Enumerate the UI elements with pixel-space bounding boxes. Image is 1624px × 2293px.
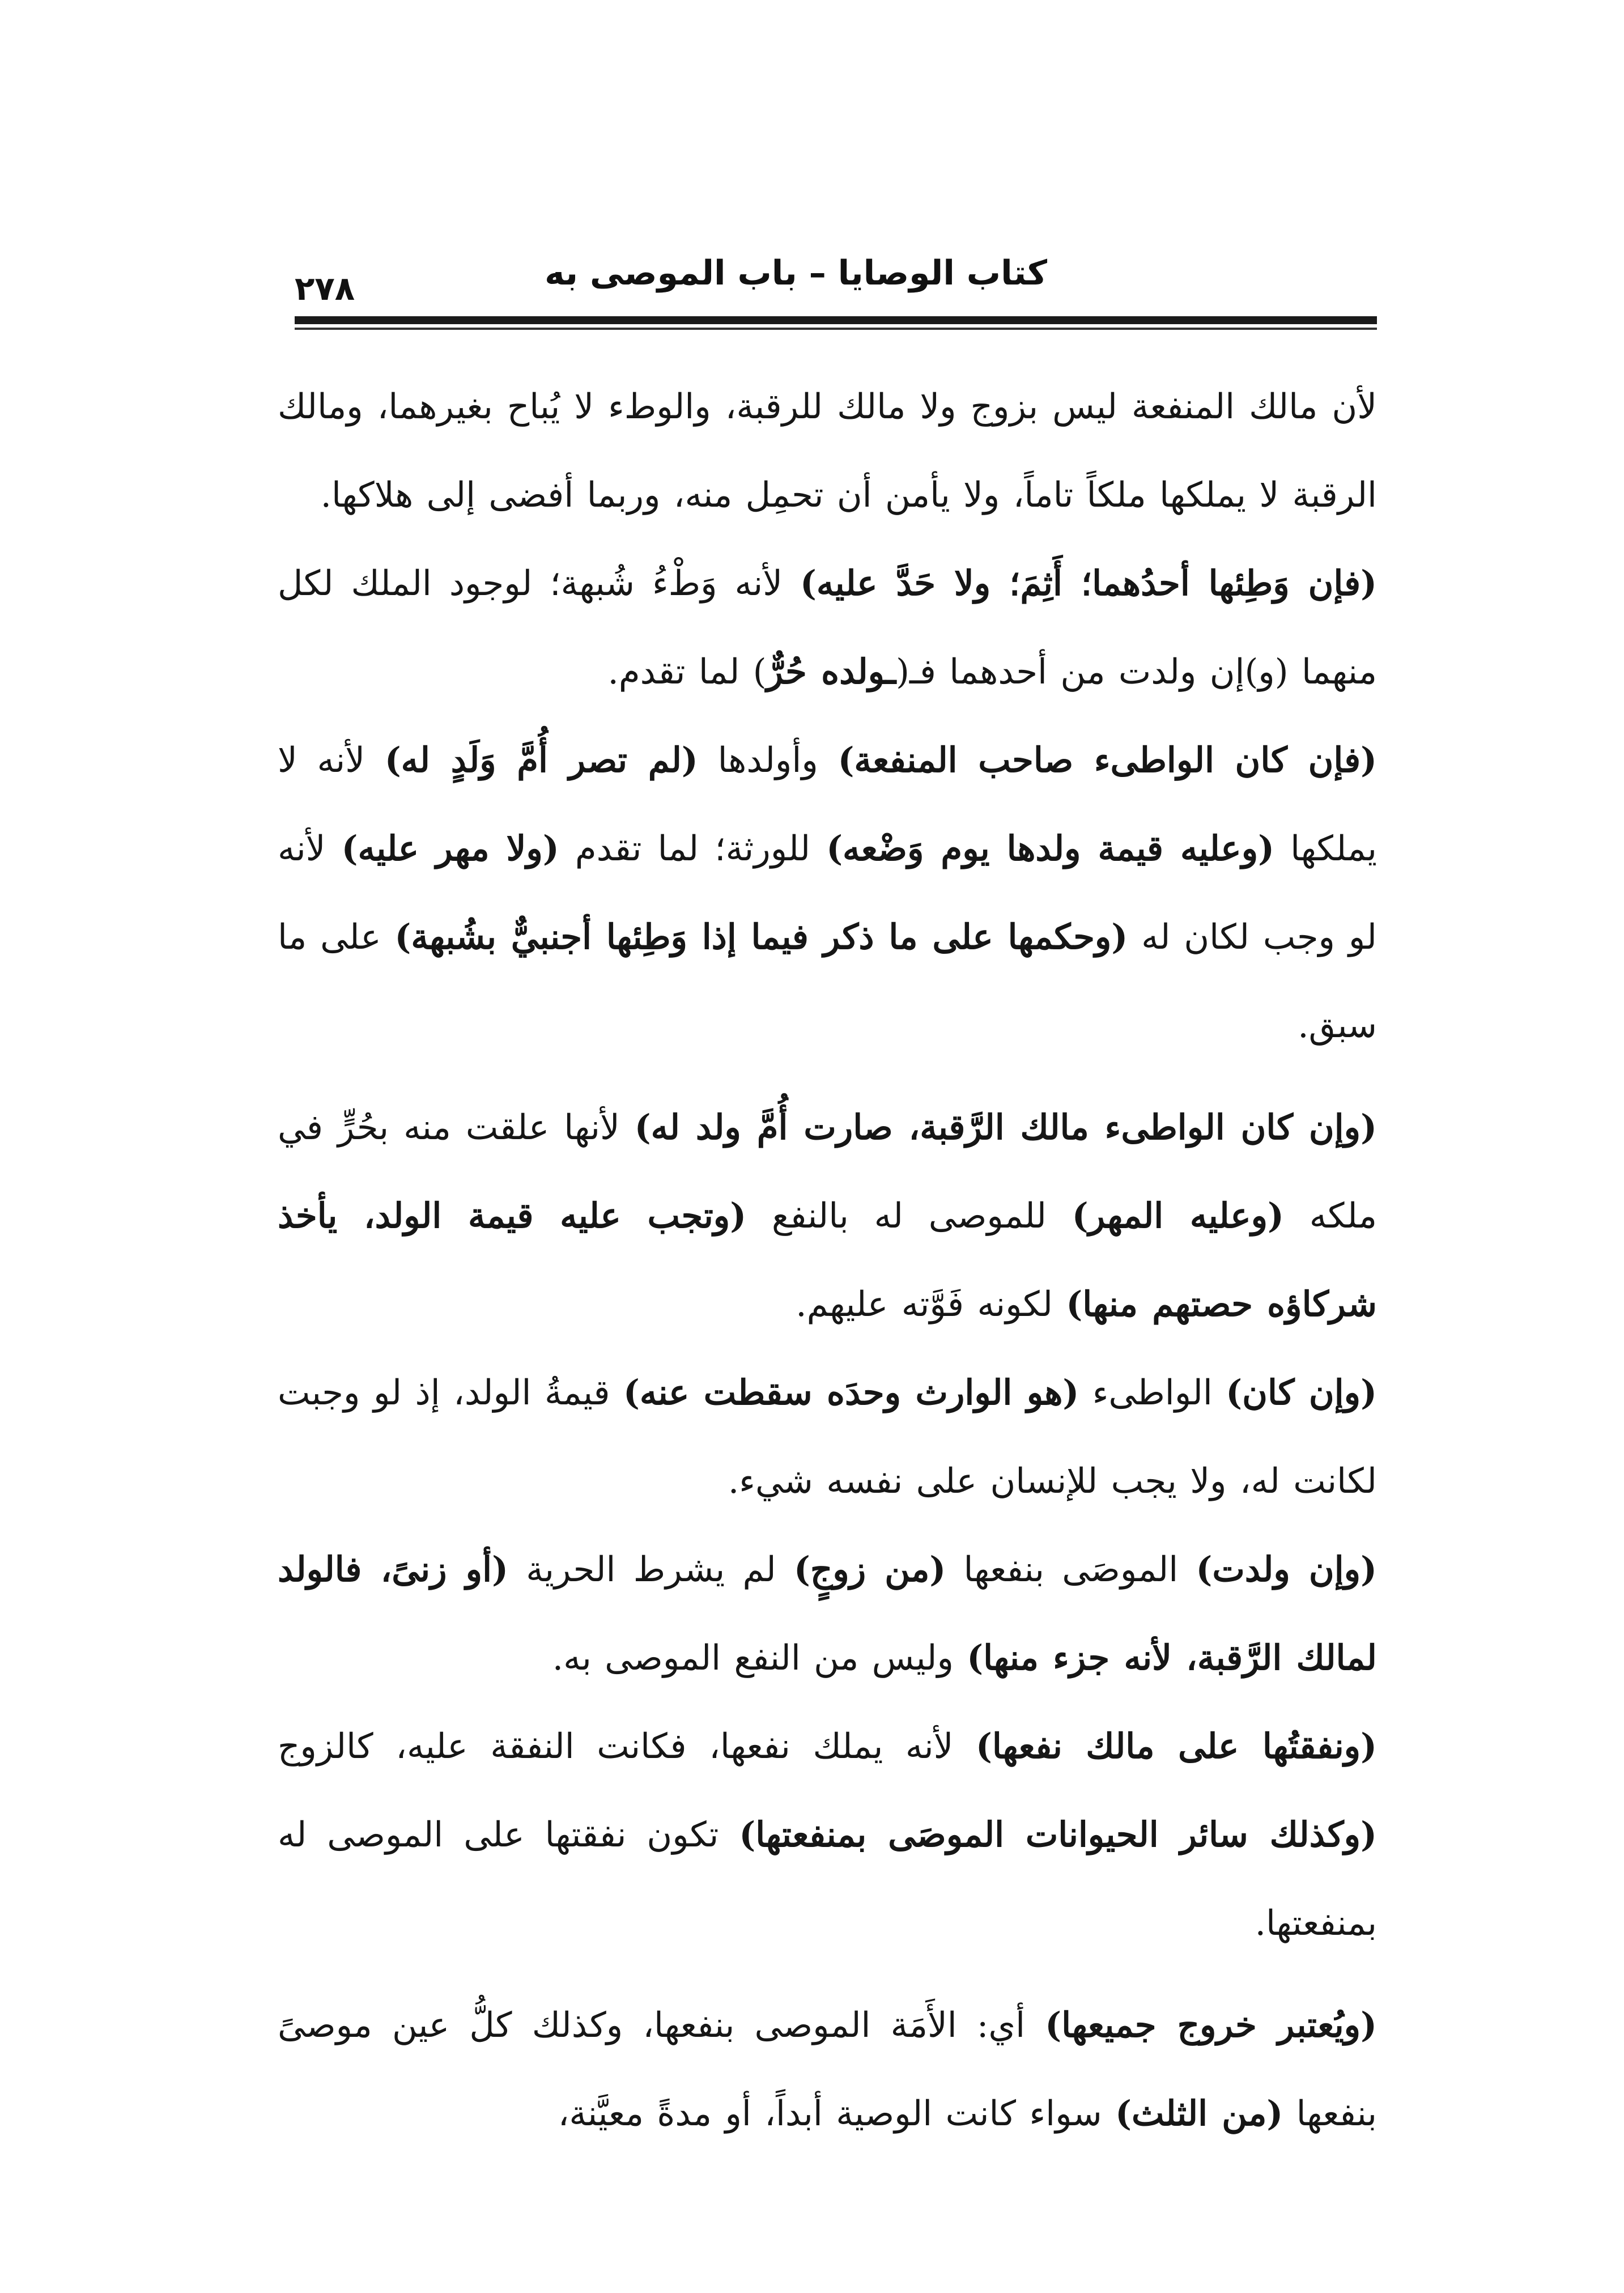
matn-text: (لم تصر أُمَّ وَلَدٍ له) bbox=[384, 740, 698, 780]
paragraph bbox=[278, 1349, 1377, 1526]
page-header bbox=[295, 227, 1377, 312]
sharh-text: لأنه وَطْءُ شُبهة؛ لوجود الملك لكل منهما (و)إن ولدت من أحدهما فـ( bbox=[278, 563, 1377, 692]
paragraph bbox=[278, 1526, 1377, 1702]
matn-text: (وتجب عليه قيمة الولد، يأخذ شركاؤه حصتهم منها) bbox=[278, 1196, 1377, 1324]
paragraph bbox=[278, 1981, 1377, 2158]
header-rule-thin bbox=[295, 328, 1377, 330]
sharh-text: لأنها علقت منه بحُرٍّ في ملكه bbox=[278, 1107, 1378, 1236]
matn-text: (ولا مهر عليه) bbox=[341, 829, 559, 869]
sharh-text: للموصى له بالنفع bbox=[746, 1196, 1072, 1236]
matn-text: (وكذلك سائر الحيوانات الموصَى بمنفعتها) bbox=[739, 1815, 1377, 1855]
sharh-text: تكون نفقتها على الموصى له بمنفعتها. bbox=[278, 1815, 1377, 1943]
paragraph bbox=[278, 716, 1377, 1070]
sharh-text: سواء كانت الوصية أبداً، أو مدةً معيَّنة، bbox=[558, 2094, 1116, 2134]
body-text bbox=[278, 363, 1377, 2158]
matn-text: (أو زنىً، فالولد لمالك الرَّقبة، لأنه جزء منها) bbox=[278, 1549, 1377, 1678]
header-rule-thick bbox=[295, 316, 1377, 324]
paragraph bbox=[278, 363, 1377, 540]
sharh-text: لكونه فَوَّته عليهم. bbox=[796, 1284, 1066, 1324]
sharh-text: قيمةُ الولد، إذ لو وجبت لكانت له، ولا يجب للإنسان على نفسه شيء. bbox=[278, 1373, 1377, 1501]
matn-text: (وحكمها على ما ذكر فيما إذا وَطِئها أجنبيٌّ بشُبهة) bbox=[394, 917, 1128, 957]
sharh-text: لأنه لا يملكها bbox=[278, 740, 1378, 869]
matn-text: (وإن كان الواطىء مالك الرَّقبة، صارت أُمَّ ولد له) bbox=[634, 1107, 1377, 1148]
matn-text: (ونفقتُها على مالك نفعها) bbox=[976, 1726, 1378, 1767]
paragraph bbox=[278, 1702, 1377, 1968]
matn-text: (من زوجٍ) bbox=[794, 1549, 946, 1590]
sharh-text: ) لما تقدم. bbox=[607, 652, 767, 692]
sharh-text: على ما سبق. bbox=[278, 917, 1377, 1046]
matn-text: ـولده حُرٌّ bbox=[766, 652, 896, 692]
matn-text: (وعليه قيمة ولدها يوم وَضْعه) bbox=[826, 829, 1275, 869]
page-number: ٢٧٨ bbox=[295, 269, 355, 308]
matn-text: (فإن وَطِئها أحدُهما؛ أَثِمَ؛ ولا حَدَّ عليه) bbox=[800, 563, 1377, 604]
sharh-text: للورثة؛ لما تقدم bbox=[559, 829, 827, 869]
paragraph bbox=[278, 540, 1377, 716]
matn-text: (فإن كان الواطىء صاحب المنفعة) bbox=[837, 740, 1377, 780]
sharh-text: وليس من النفع الموصى به. bbox=[552, 1638, 967, 1678]
matn-text: (وإن كان) bbox=[1226, 1373, 1377, 1413]
sharh-text: لأنه لو وجب لكان له bbox=[278, 829, 1378, 957]
matn-text: (وعليه المهر) bbox=[1072, 1196, 1284, 1236]
sharh-text: أي: الأَمَة الموصى بنفعها، وكذلك كلُّ عين موصىً بنفعها bbox=[278, 2005, 1377, 2134]
sharh-text: لأنه يملك نفعها، فكانت النفقة عليه، كالزوج bbox=[278, 1726, 976, 1767]
sharh-text: لأن مالك المنفعة ليس بزوج ولا مالك للرقبة، والوطء لا يُباح بغيرهما، ومالك الرقبة لا يملكها ملكاً تاماً، ولا يأمن أن تحمِل منه، وربما أفضى إلى هلاكها. bbox=[278, 387, 1377, 515]
matn-text: (من الثلث) bbox=[1115, 2094, 1283, 2134]
sharh-text: لم يشرط الحرية bbox=[508, 1549, 794, 1590]
running-title: كتاب الوصايا – باب الموصى به bbox=[545, 253, 1047, 293]
matn-text: (وإن ولدت) bbox=[1196, 1549, 1377, 1590]
matn-text: (ويُعتبر خروج جميعها) bbox=[1045, 2005, 1377, 2045]
sharh-text: وأولدها bbox=[698, 740, 838, 780]
paragraph bbox=[278, 1084, 1377, 1349]
matn-text: (هو الوارث وحدَه سقطت عنه) bbox=[623, 1373, 1079, 1413]
sharh-text: الواطىء bbox=[1079, 1373, 1226, 1413]
sharh-text: الموصَى بنفعها bbox=[946, 1549, 1196, 1590]
